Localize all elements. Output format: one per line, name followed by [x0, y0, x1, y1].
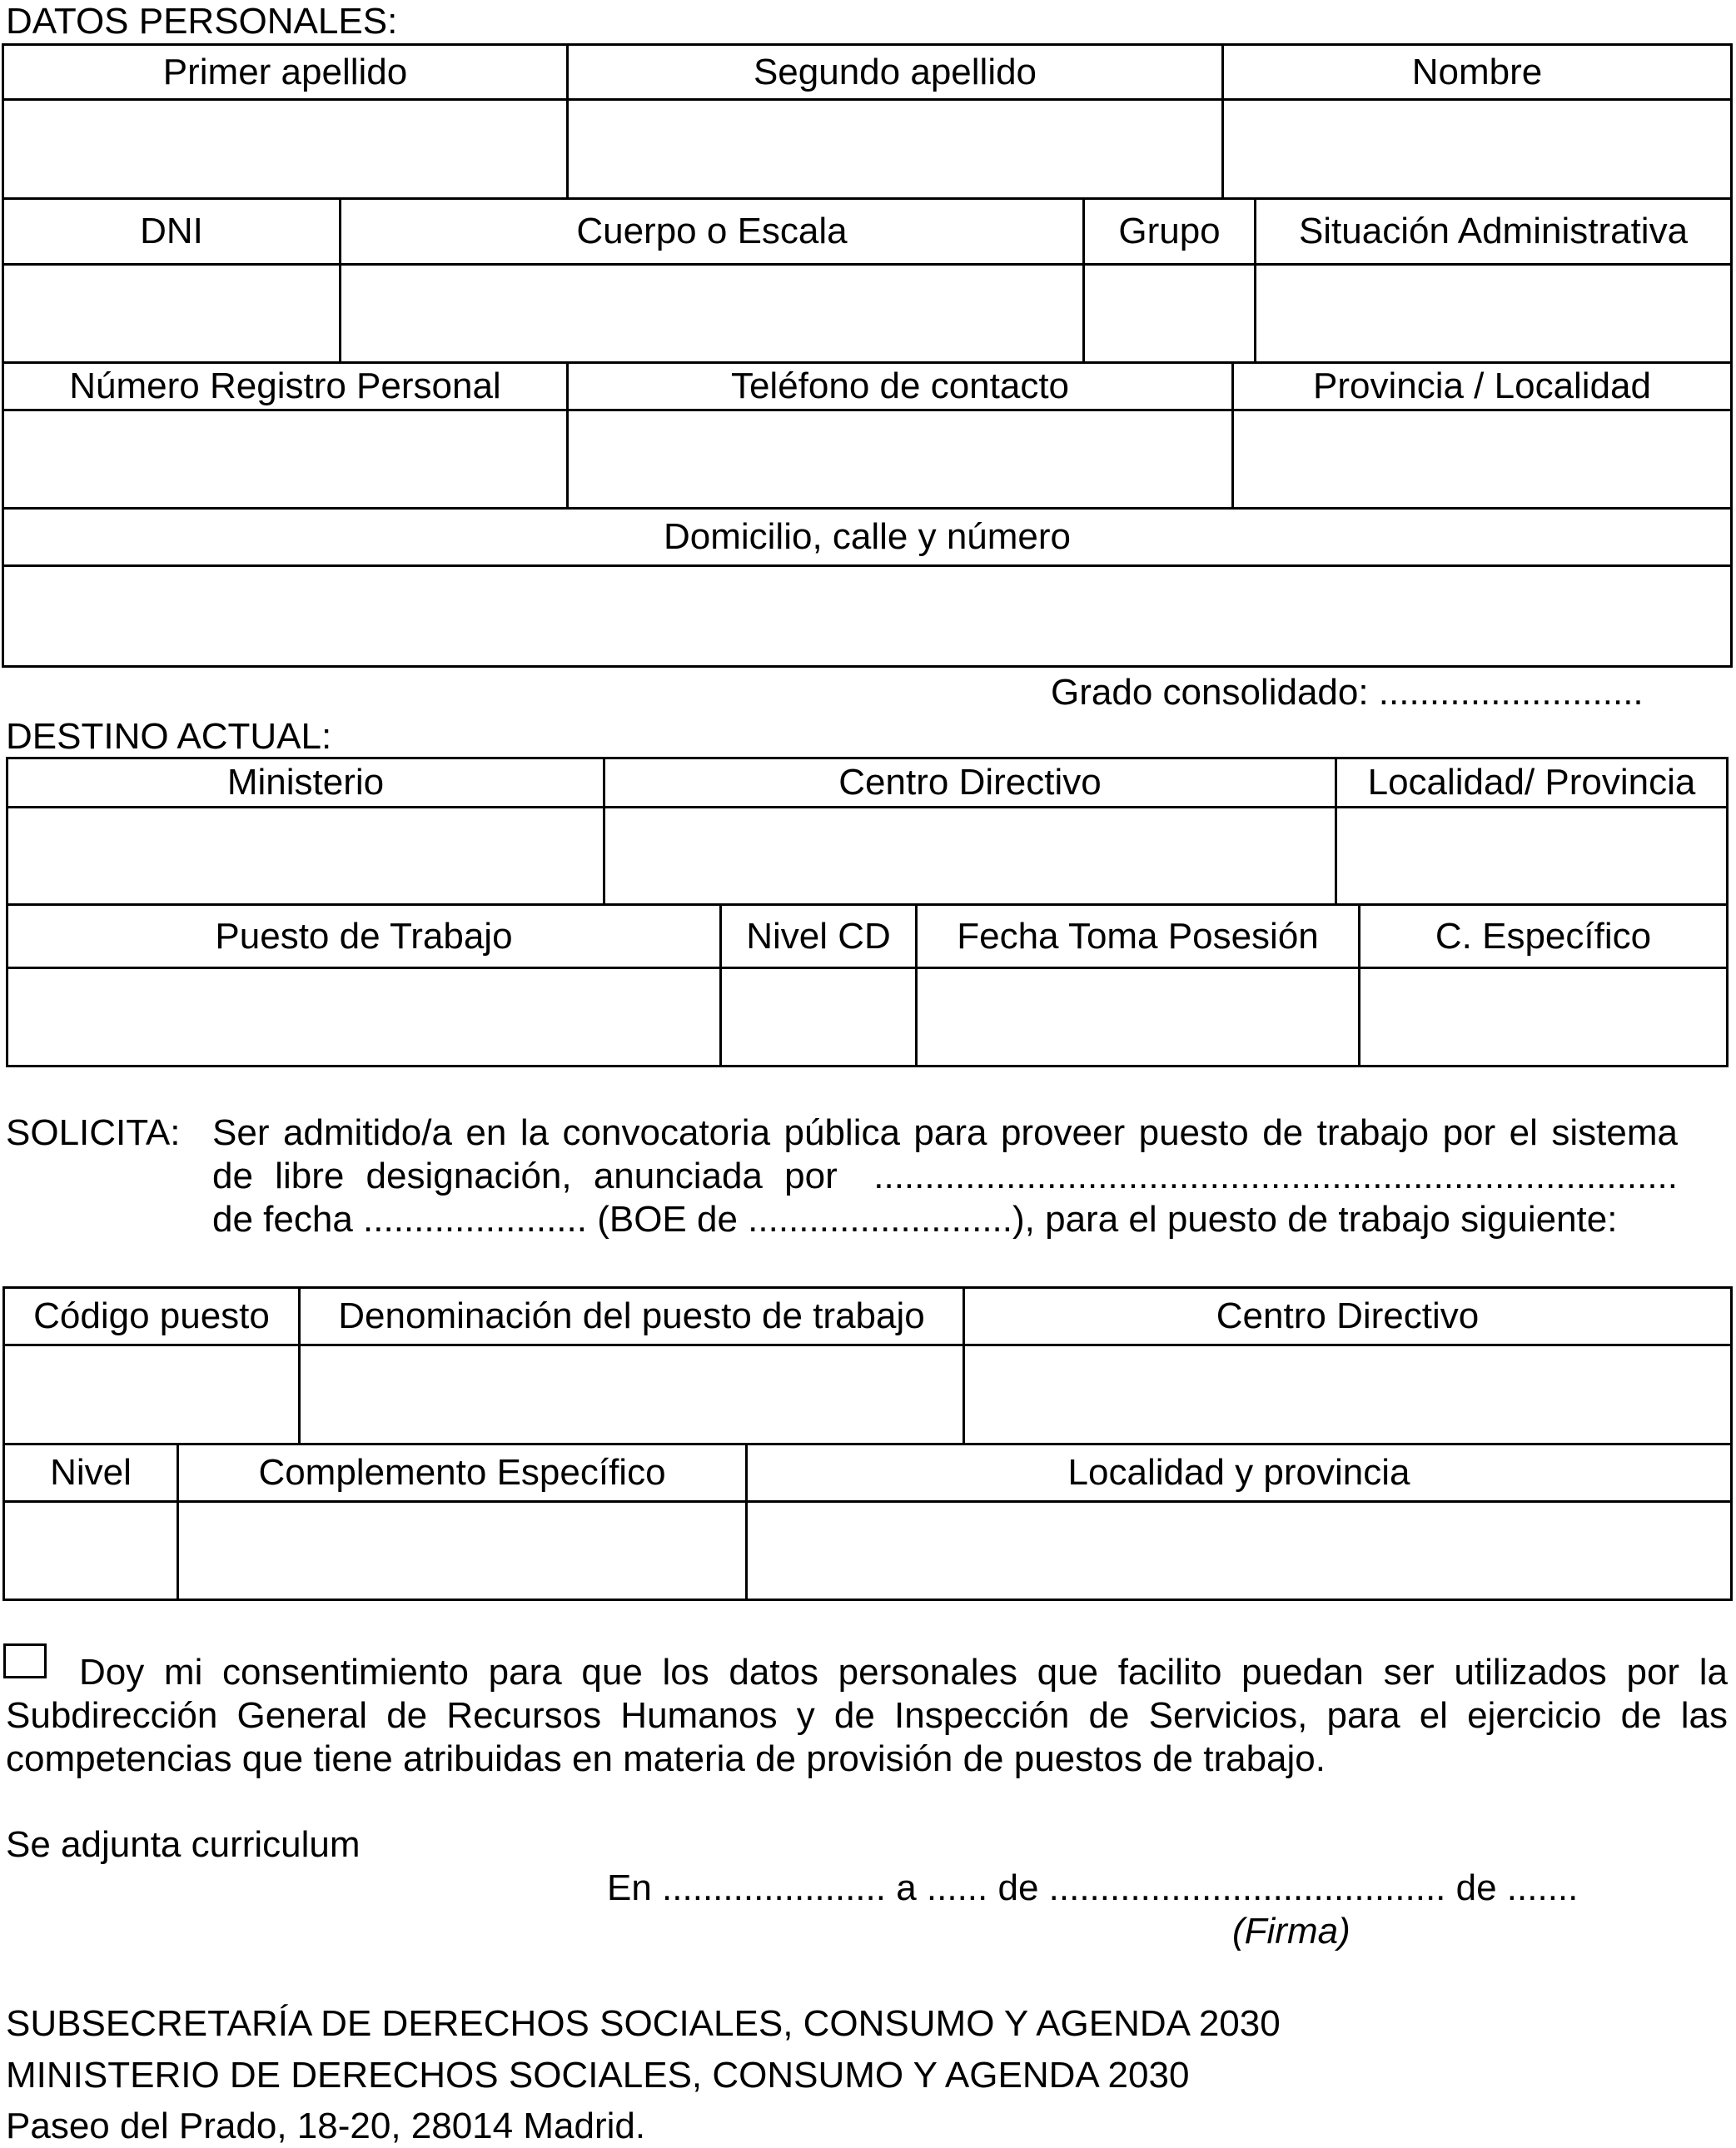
header-grupo: Grupo [1082, 197, 1256, 266]
denominacion-puesto-input[interactable] [298, 1344, 965, 1445]
firma-label: (Firma) [1232, 1911, 1350, 1952]
fecha-toma-posesion-input[interactable] [915, 967, 1360, 1067]
ministerio-input[interactable] [6, 806, 605, 906]
solicita-line-1: Ser admitido/a en la convocatoria pública para proveer puesto de trabajo por el sistema [212, 1112, 1678, 1153]
numero-registro-personal-input[interactable] [2, 409, 569, 510]
domicilio-input[interactable] [2, 564, 1733, 668]
header-fecha-toma-posesion: Fecha Toma Posesión [915, 903, 1360, 969]
curriculum-note: Se adjunta curriculum [6, 1824, 361, 1865]
consent-text: Doy mi consentimiento para que los datos personales que facilito puedan ser utilizados por la Subdirección General de Recursos Humanos y de Inspección de Servicios, para el ejercicio de las competencias que tiene atribuidas en materia de provisión de puestos de trabajo. [6, 1652, 1728, 1779]
header-c-especifico: C. Específico [1358, 903, 1729, 969]
segundo-apellido-input[interactable] [566, 98, 1224, 200]
c-especifico-input[interactable] [1358, 967, 1729, 1067]
header-centro-directivo-solicitado: Centro Directivo [963, 1286, 1733, 1346]
header-situacion-administrativa: Situación Administrativa [1254, 197, 1733, 266]
provincia-localidad-input[interactable] [1231, 409, 1733, 510]
puesto-trabajo-input[interactable] [6, 967, 722, 1067]
header-segundo-apellido: Segundo apellido [566, 43, 1224, 101]
header-provincia-localidad: Provincia / Localidad [1231, 361, 1733, 411]
header-complemento-especifico: Complemento Específico [177, 1443, 748, 1503]
header-nivel-cd: Nivel CD [719, 903, 918, 969]
place-date-line: En ...................... a ...... de ....................................... de ....... [607, 1867, 1579, 1908]
solicita-paragraph [212, 1111, 1678, 1241]
section-title-destino-actual: DESTINO ACTUAL: [6, 716, 332, 757]
grupo-input[interactable] [1082, 263, 1256, 364]
solicita-line-3: de fecha ...................... (BOE de ..........................), para el puesto de trabajo siguiente: [212, 1199, 1618, 1240]
header-nombre: Nombre [1221, 43, 1733, 101]
solicita-label: SOLICITA: [6, 1112, 181, 1153]
header-nivel: Nivel [2, 1443, 179, 1503]
telefono-contacto-input[interactable] [566, 409, 1234, 510]
header-puesto-trabajo: Puesto de Trabajo [6, 903, 722, 969]
header-ministerio: Ministerio [6, 757, 605, 808]
situacion-administrativa-input[interactable] [1254, 263, 1733, 364]
footer-ministerio: MINISTERIO DE DERECHOS SOCIALES, CONSUMO Y AGENDA 2030 [6, 2055, 1190, 2096]
footer-address: Paseo del Prado, 18-20, 28014 Madrid. [6, 2106, 646, 2146]
header-telefono-contacto: Teléfono de contacto [566, 361, 1234, 411]
header-cuerpo-escala: Cuerpo o Escala [339, 197, 1085, 266]
header-codigo-puesto: Código puesto [2, 1286, 301, 1346]
header-domicilio: Domicilio, calle y número [2, 507, 1733, 567]
centro-directivo-solicitado-input[interactable] [963, 1344, 1733, 1445]
localidad-provincia-actual-input[interactable] [1335, 806, 1729, 906]
cuerpo-escala-input[interactable] [339, 263, 1085, 364]
nombre-input[interactable] [1221, 98, 1733, 200]
header-dni: DNI [2, 197, 341, 266]
header-localidad-provincia-solicitado: Localidad y provincia [745, 1443, 1733, 1503]
grado-consolidado: Grado consolidado: .......................... [1051, 672, 1644, 713]
centro-directivo-actual-input[interactable] [603, 806, 1337, 906]
solicita-line-2-text: de libre designación, anunciada por [212, 1156, 838, 1196]
nivel-input[interactable] [2, 1500, 179, 1601]
solicita-line-2-dots: ............................................................................... [873, 1156, 1678, 1196]
dni-input[interactable] [2, 263, 341, 364]
primer-apellido-input[interactable] [2, 98, 569, 200]
header-centro-directivo-actual: Centro Directivo [603, 757, 1337, 808]
section-title-datos-personales: DATOS PERSONALES: [6, 1, 398, 42]
solicita-line-2 [212, 1155, 1678, 1198]
header-denominacion-puesto: Denominación del puesto de trabajo [298, 1286, 965, 1346]
complemento-especifico-input[interactable] [177, 1500, 748, 1601]
localidad-provincia-solicitado-input[interactable] [745, 1500, 1733, 1601]
header-numero-registro-personal: Número Registro Personal [2, 361, 569, 411]
footer-subsecretaria: SUBSECRETARÍA DE DERECHOS SOCIALES, CONSUMO Y AGENDA 2030 [6, 2003, 1281, 2044]
header-primer-apellido: Primer apellido [2, 43, 569, 101]
codigo-puesto-input[interactable] [2, 1344, 301, 1445]
nivel-cd-input[interactable] [719, 967, 918, 1067]
header-localidad-provincia-actual: Localidad/ Provincia [1335, 757, 1729, 808]
